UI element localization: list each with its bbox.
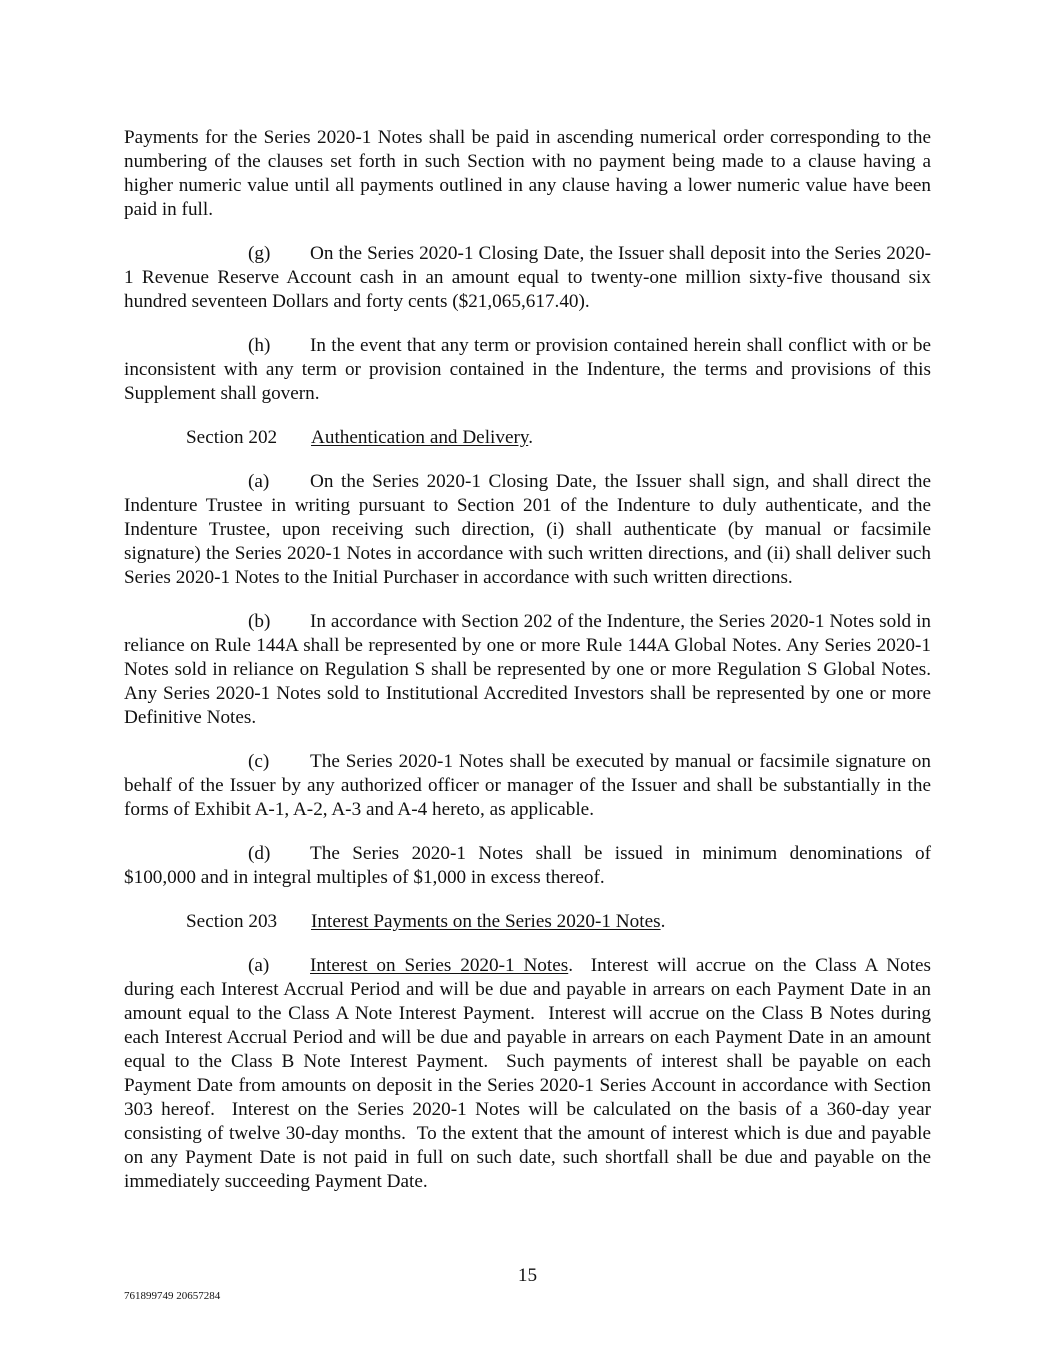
section-202-heading [124, 426, 931, 450]
section-title: Authentication and Delivery [311, 427, 529, 448]
section-202-paragraph-c [124, 750, 931, 822]
clause-text: In the event that any term or provision contained herein shall conflict with or be inconsistent with any term or provision contained in the Indenture, the terms and provisions of this Supplement shall govern. [124, 335, 931, 404]
clause-text: The Series 2020-1 Notes shall be executed by manual or facsimile signature on behalf of the Issuer by any authorized officer or manager of the Issuer and shall be substantially in the forms of Exhibit A-1, A-2, A-3 and A-4 hereto, as applicable. [124, 751, 931, 820]
section-title: Interest Payments on the Series 2020-1 Notes [311, 911, 661, 932]
section-202-paragraph-a [124, 470, 931, 590]
section-203-heading [124, 910, 931, 934]
paragraph-h [124, 334, 931, 406]
clause-heading-period: . [568, 955, 574, 976]
paragraph-continuation: Payments for the Series 2020-1 Notes shall be paid in ascending numerical order corresponding to the numbering of the clauses set forth in such Section with no payment being made to a clause having a higher numeric value until all payments outlined in any clause having a lower numeric value have been paid in full. [124, 127, 931, 220]
paragraph-g [124, 242, 931, 314]
clause-text: On the Series 2020-1 Closing Date, the Issuer shall deposit into the Series 2020-1 Revenue Reserve Account cash in an amount equal to twenty-one million sixty-five thousand six hundred seventeen Dollars and forty cents ($21,065,617.40). [124, 243, 931, 312]
clause-label: (c) [248, 751, 270, 772]
clause-heading: Interest on Series 2020-1 Notes [310, 955, 569, 976]
section-203-paragraph-a [124, 954, 936, 1194]
section-202-paragraph-b [124, 610, 931, 730]
clause-label: (g) [248, 243, 271, 264]
section-202-paragraph-d [124, 842, 931, 890]
section-title-period: . [528, 427, 534, 448]
clause-label: (b) [248, 611, 271, 632]
clause-text: The Series 2020-1 Notes shall be issued in minimum denominations of $100,000 and in integral multiples of $1,000 in excess thereof. [124, 843, 931, 888]
document-id: 761899749 20657284 [124, 1290, 221, 1302]
clause-label: (d) [248, 843, 271, 864]
page-number: 15 [517, 1265, 538, 1286]
section-number: Section 203 [186, 911, 278, 932]
clause-label: (a) [248, 471, 270, 492]
clause-text: In accordance with Section 202 of the Indenture, the Series 2020-1 Notes sold in reliance on Rule 144A shall be represented by one or more Rule 144A Global Notes. Any Series 2020-1 Notes sold in reliance on Regulation S shall be represented by one or more Regulation S Global Notes. Any Series 2020-1 Notes sold to Institutional Accredited Investors shall be represented by one or more Definitive Notes. [124, 611, 931, 728]
section-number: Section 202 [186, 427, 278, 448]
clause-text: Interest will accrue on the Class A Notes during each Interest Accrual Period and will be due and payable in arrears on each Payment Date in an amount equal to the Class A Note Interest Payment. Interest will accrue on the Class B Notes during each Interest Accrual Period and will be due and payable in arrears on each Payment Date in an amount equal to the Class B Note Interest Payment. Such payments of interest shall be payable on each Payment Date from amounts on deposit in the Series 2020-1 Series Account in accordance with Section 303 hereof. Interest on the Series 2020-1 Notes will be calculated on the basis of a 360-day year consisting of twelve 30-day months. To the extent that the amount of interest which is due and payable on any Payment Date is not paid in full on such date, such shortfall shall be due and payable on the immediately succeeding Payment Date. [124, 955, 936, 1192]
clause-text: On the Series 2020-1 Closing Date, the Issuer shall sign, and shall direct the Indenture Trustee in writing pursuant to Section 201 of the Indenture to duly authenticate, and the Indenture Trustee, upon receiving such direction, (i) shall authenticate (by manual or facsimile signature) the Series 2020-1 Notes in accordance with such written directions, and (ii) shall deliver such Series 2020-1 Notes to the Initial Purchaser in accordance with such written directions. [124, 471, 931, 588]
section-title-period: . [660, 911, 666, 932]
clause-label: (h) [248, 335, 271, 356]
document-body [124, 126, 936, 1214]
clause-label: (a) [248, 955, 270, 976]
